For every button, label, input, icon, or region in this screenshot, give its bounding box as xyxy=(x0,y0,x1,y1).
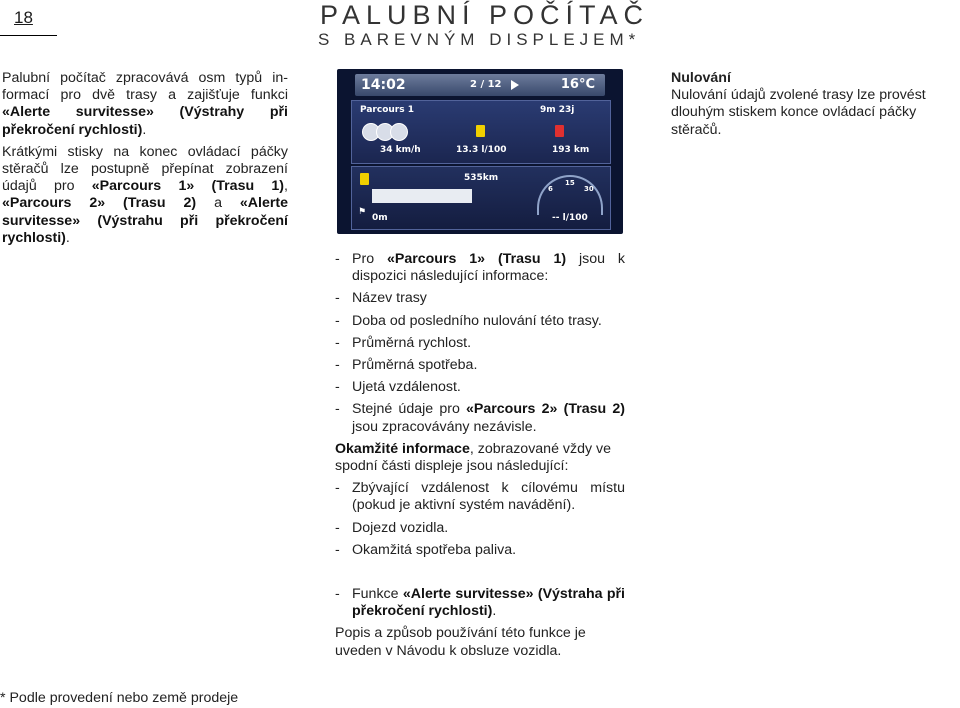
list-item: - Doba od posledního nulování této trasy. xyxy=(335,312,602,329)
display-instant-panel xyxy=(351,166,611,230)
gauge-icon xyxy=(390,123,408,141)
list-item: - Dojezd vozidla. xyxy=(335,519,449,536)
footnote: * Podle provedení nebo země prodeje xyxy=(0,690,239,706)
display-trip-name: Parcours 1 xyxy=(360,105,414,115)
page-title: PALUBNÍ POČÍTAČ xyxy=(320,0,650,30)
display-trip-time: 9m 23j xyxy=(540,105,575,115)
list-item: - Okamžitá spotřeba paliva. xyxy=(335,541,517,558)
reset-heading: Nulování xyxy=(671,70,731,86)
display-clock: 14:02 xyxy=(361,77,406,93)
reset-section xyxy=(671,70,960,139)
play-arrow-icon xyxy=(511,80,519,90)
display-status-bar xyxy=(355,74,605,96)
flag-icon xyxy=(555,125,564,137)
range-bar xyxy=(372,189,472,203)
trip-info-column xyxy=(335,251,625,564)
reset-text: Nulování údajů zvolené trasy lze provést dlouhým stiskem konce ovládací páčky stěračů. xyxy=(671,87,926,138)
flag-icon: ⚑ xyxy=(358,207,367,217)
list-item: - Stejné údaje pro «Parcours 2» (Trasu 2) jsou zpracovávány nezávisle. xyxy=(335,401,625,435)
display-distance: 193 km xyxy=(552,145,590,155)
display-inst-consumption: -- l/100 xyxy=(552,213,588,223)
page-number: 18 xyxy=(14,8,33,27)
display-remaining: 535km xyxy=(464,173,499,183)
dial-label-6: 6 xyxy=(548,185,553,193)
display-trip-panel xyxy=(351,100,611,164)
list-item: - Funkce «Alerte survitesse» (Výstraha při překročení rychlosti). xyxy=(335,586,626,620)
display-temperature: 16°C xyxy=(560,77,595,92)
dial-label-15: 15 xyxy=(565,179,575,187)
speed-alert-paragraph: Popis a způsob používání této funkce je uveden v Návodu k obsluze vozidla. xyxy=(335,625,586,659)
list-item: - Ujetá vzdálenost. xyxy=(335,379,461,396)
display-avg-speed: 34 km/h xyxy=(380,145,421,155)
list-item: - Zbývající vzdálenost k cílovému místu (pokud je aktivní systém navádění). xyxy=(335,480,625,514)
instant-info-paragraph: Okamžité informace, zobrazované vždy ve spodní části displeje jsou následující: xyxy=(335,440,612,475)
display-avg-consumption: 13.3 l/100 xyxy=(456,145,507,155)
fuel-pump-icon xyxy=(476,125,485,137)
list-item: - Průměrná spotřeba. xyxy=(335,357,478,374)
intro-paragraph-1: Palubní počítač zpracovává osm typů informací pro dvě trasy a zajišťuje funkci «Alerte survitesse» (Výstrahy při překročení rychlosti). xyxy=(2,70,288,138)
trip-computer-display-photo xyxy=(337,69,623,234)
display-range: 0m xyxy=(372,213,388,223)
dial-label-30: 30 xyxy=(584,185,594,193)
intro-column xyxy=(2,70,288,247)
fuel-pump-icon xyxy=(360,173,369,185)
speed-alert-column xyxy=(335,586,625,660)
display-page-indicator: 2 / 12 xyxy=(470,79,502,90)
page-subtitle: S BAREVNÝM DISPLEJEM* xyxy=(318,30,641,49)
list-item: - Průměrná rychlost. xyxy=(335,334,472,351)
intro-paragraph-2: Krátkými stisky na konec ovládací páčky stěračů lze postupně přepínat zobrazení údajů pro «Parcours 1» (Trasu 1), «Parcours 2» (Trasu 2) a «Alerte survitesse» (Výstrahu při překročení rychlosti). xyxy=(2,143,288,246)
list-item: - Název trasy xyxy=(335,290,427,307)
header-rule xyxy=(0,35,57,36)
list-item: - Pro «Parcours 1» (Trasu 1) jsou k dispozici následující informace: xyxy=(335,251,625,285)
